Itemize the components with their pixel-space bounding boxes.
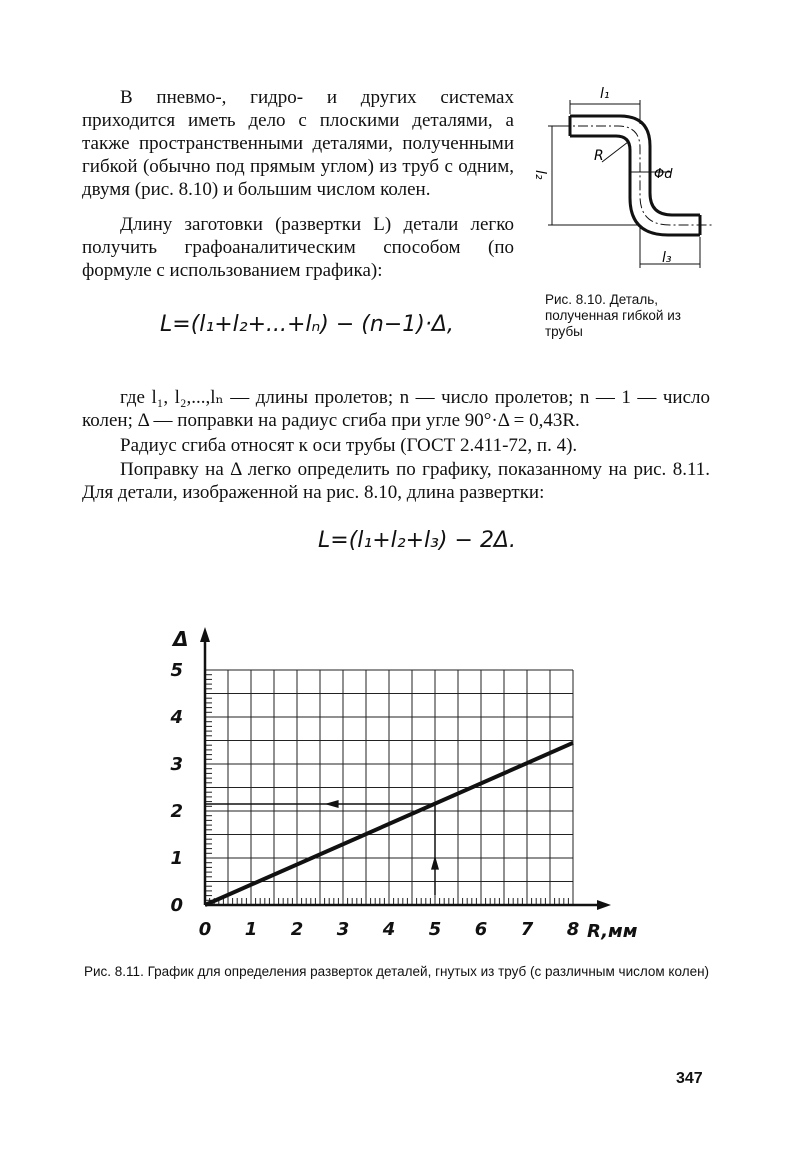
caption-figure-8-10: Рис. 8.10. Деталь, полученная гибкой из трубы <box>545 292 681 339</box>
figure-8-10 <box>530 80 730 280</box>
x-tick-label: 7 <box>520 919 534 940</box>
x-tick-label: 1 <box>244 919 258 940</box>
x-axis-arrow <box>597 900 611 910</box>
paragraph-where: где l₁, l₂,...,lₙ — длины пролетов; n — число пролетов; n — 1 — число колен; Δ — поправки на радиус сгиба при угле 90°·Δ = 0,43R. <box>82 387 710 431</box>
label-l2: l₂ <box>532 170 548 180</box>
paragraph-radius: Радиус сгиба относят к оси трубы (ГОСТ 2.411-72, п. 4). <box>120 435 578 456</box>
y-tick-label: 2 <box>170 801 183 822</box>
caption-figure-8-11: Рис. 8.11. График для определения разверток деталей, гнутых из труб (с различным числом колен) <box>84 964 710 979</box>
label-l3: l₃ <box>662 250 672 266</box>
label-R: R <box>594 148 604 164</box>
y-tick-label: 3 <box>170 754 183 775</box>
y-axis-label: Δ <box>173 627 189 651</box>
y-tick-label: 5 <box>170 660 183 681</box>
x-tick-label: 5 <box>428 919 442 940</box>
y-tick-label: 4 <box>170 707 183 728</box>
x-tick-label: 4 <box>382 919 396 940</box>
label-l1: l₁ <box>600 86 610 102</box>
formula-length: L=(l₁+l₂+...+lₙ) − (n−1)·Δ, <box>160 312 454 337</box>
x-tick-label: 8 <box>566 919 580 940</box>
x-axis-label: R,мм <box>587 921 638 942</box>
paragraph-method: Длину заготовки (развертки L) детали легко получить графоаналитическим способом (по формуле с использованием графика): <box>82 214 514 281</box>
label-d: Φd <box>654 167 673 182</box>
y-axis-arrow <box>200 627 210 642</box>
x-tick-label: 2 <box>290 919 304 940</box>
x-tick-label: 6 <box>474 919 488 940</box>
annotation-left-arrow <box>325 800 339 808</box>
paragraph-intro: В пневмо-, гидро- и других системах приходится иметь дело с плоскими деталями, а также пространственными деталями, полученными гибкой (обычно под прямым углом) из труб с одним, двумя (рис. 8.10) и большим числом колен. <box>82 87 514 200</box>
paragraph-correction: Поправку на Δ легко определить по графику, показанному на рис. 8.11. Для детали, изображенной на рис. 8.10, длина развертки: <box>82 459 710 503</box>
y-tick-label: 0 <box>170 895 183 916</box>
x-tick-label: 3 <box>336 919 350 940</box>
chart-figure-8-11 <box>150 625 650 955</box>
y-tick-label: 1 <box>170 848 183 869</box>
x-tick-label: 0 <box>198 919 212 940</box>
formula-length-example: L=(l₁+l₂+l₃) − 2Δ. <box>318 528 516 553</box>
page-number: 347 <box>676 1070 703 1087</box>
